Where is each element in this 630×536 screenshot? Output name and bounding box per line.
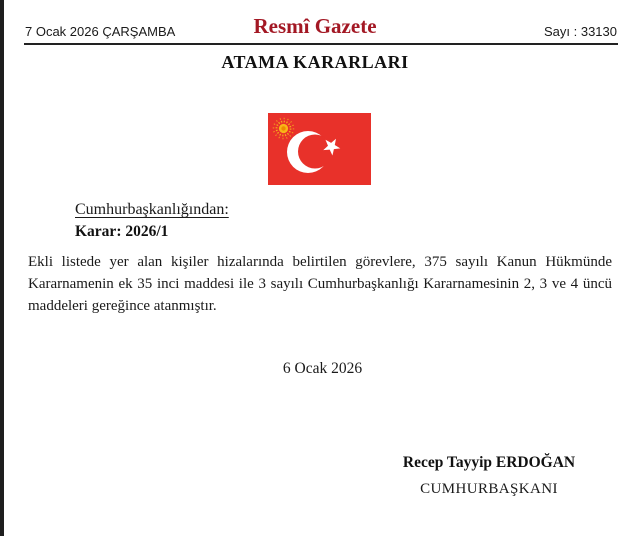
issuing-authority: Cumhurbaşkanlığından: (75, 201, 229, 218)
masthead-issue-number: Sayı : 33130 (544, 24, 617, 39)
section-title: ATAMA KARARLARI (221, 52, 409, 72)
masthead-date: 7 Ocak 2026 ÇARŞAMBA (25, 24, 176, 39)
page-edge-strip (0, 0, 4, 536)
decree-date: 6 Ocak 2026 (282, 360, 363, 377)
signature-block (378, 454, 600, 498)
turkish-presidential-flag-icon (268, 113, 371, 185)
decree-number: Karar: 2026/1 (75, 223, 169, 240)
signatory-title: CUMHURBAŞKANI (420, 481, 558, 497)
decree-body-text: Ekli listede yer alan kişiler hizalarında belirtilen görevlere, 375 sayılı Kanun Hükmünde Kararnamenin ek 35 inci maddesi ile 3 sayılı Cumhurbaşkanlığı Kararnamesinin 2, 3 ve 4 üncü maddeleri gereğince atanmıştır. (28, 254, 612, 314)
signatory-name: Recep Tayyip ERDOĞAN (402, 454, 576, 471)
masthead-divider (24, 43, 618, 45)
masthead-title: Resmî Gazete (253, 14, 377, 38)
